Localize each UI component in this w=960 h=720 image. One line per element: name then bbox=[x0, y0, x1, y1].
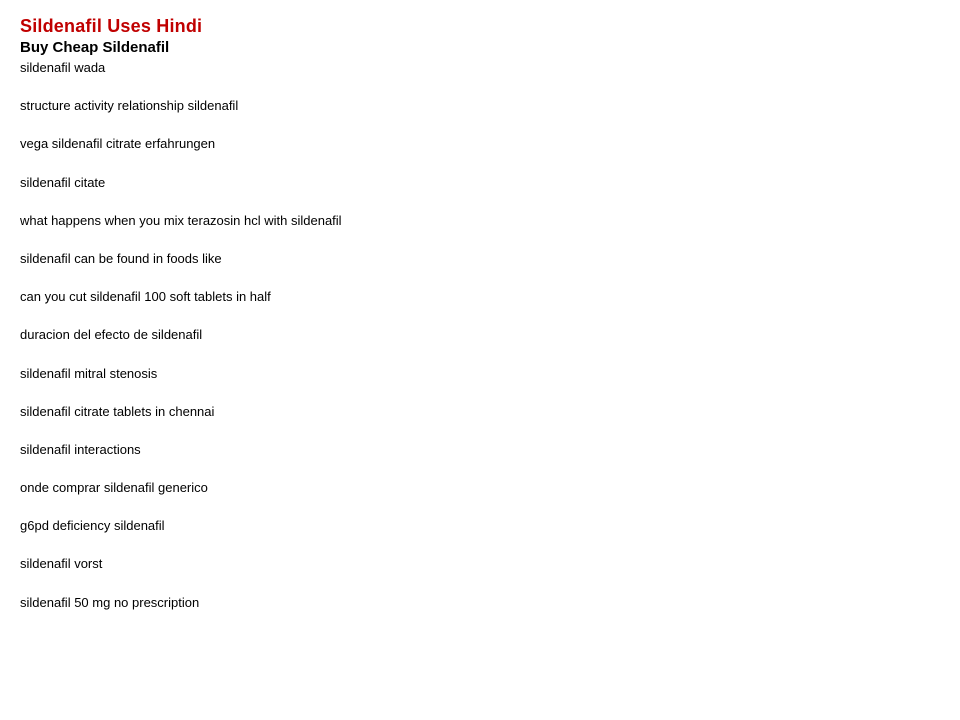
list-item: sildenafil citrate tablets in chennai bbox=[20, 403, 215, 419]
keyword-list bbox=[20, 59, 940, 632]
list-item: vega sildenafil citrate erfahrungen bbox=[20, 136, 216, 152]
page-content bbox=[20, 14, 940, 632]
list-item: g6pd deficiency sildenafil bbox=[20, 518, 165, 534]
list-item: duracion del efecto de sildenafil bbox=[20, 327, 203, 343]
list-item: onde comprar sildenafil generico bbox=[20, 480, 208, 496]
page-title: Sildenafil Uses Hindi bbox=[20, 16, 203, 36]
list-item: sildenafil interactions bbox=[20, 441, 141, 457]
list-item: what happens when you mix terazosin hcl with sildenafil bbox=[20, 212, 342, 228]
list-item: sildenafil 50 mg no prescription bbox=[20, 594, 200, 610]
list-item: sildenafil vorst bbox=[20, 556, 103, 572]
list-item: sildenafil wada bbox=[20, 60, 106, 75]
list-item: can you cut sildenafil 100 soft tablets in half bbox=[20, 289, 271, 305]
page-subtitle: Buy Cheap Sildenafil bbox=[20, 39, 170, 56]
list-item: structure activity relationship sildenafil bbox=[20, 98, 239, 114]
list-item: sildenafil citate bbox=[20, 174, 106, 190]
list-item: sildenafil mitral stenosis bbox=[20, 365, 158, 381]
list-item: sildenafil can be found in foods like bbox=[20, 250, 222, 266]
